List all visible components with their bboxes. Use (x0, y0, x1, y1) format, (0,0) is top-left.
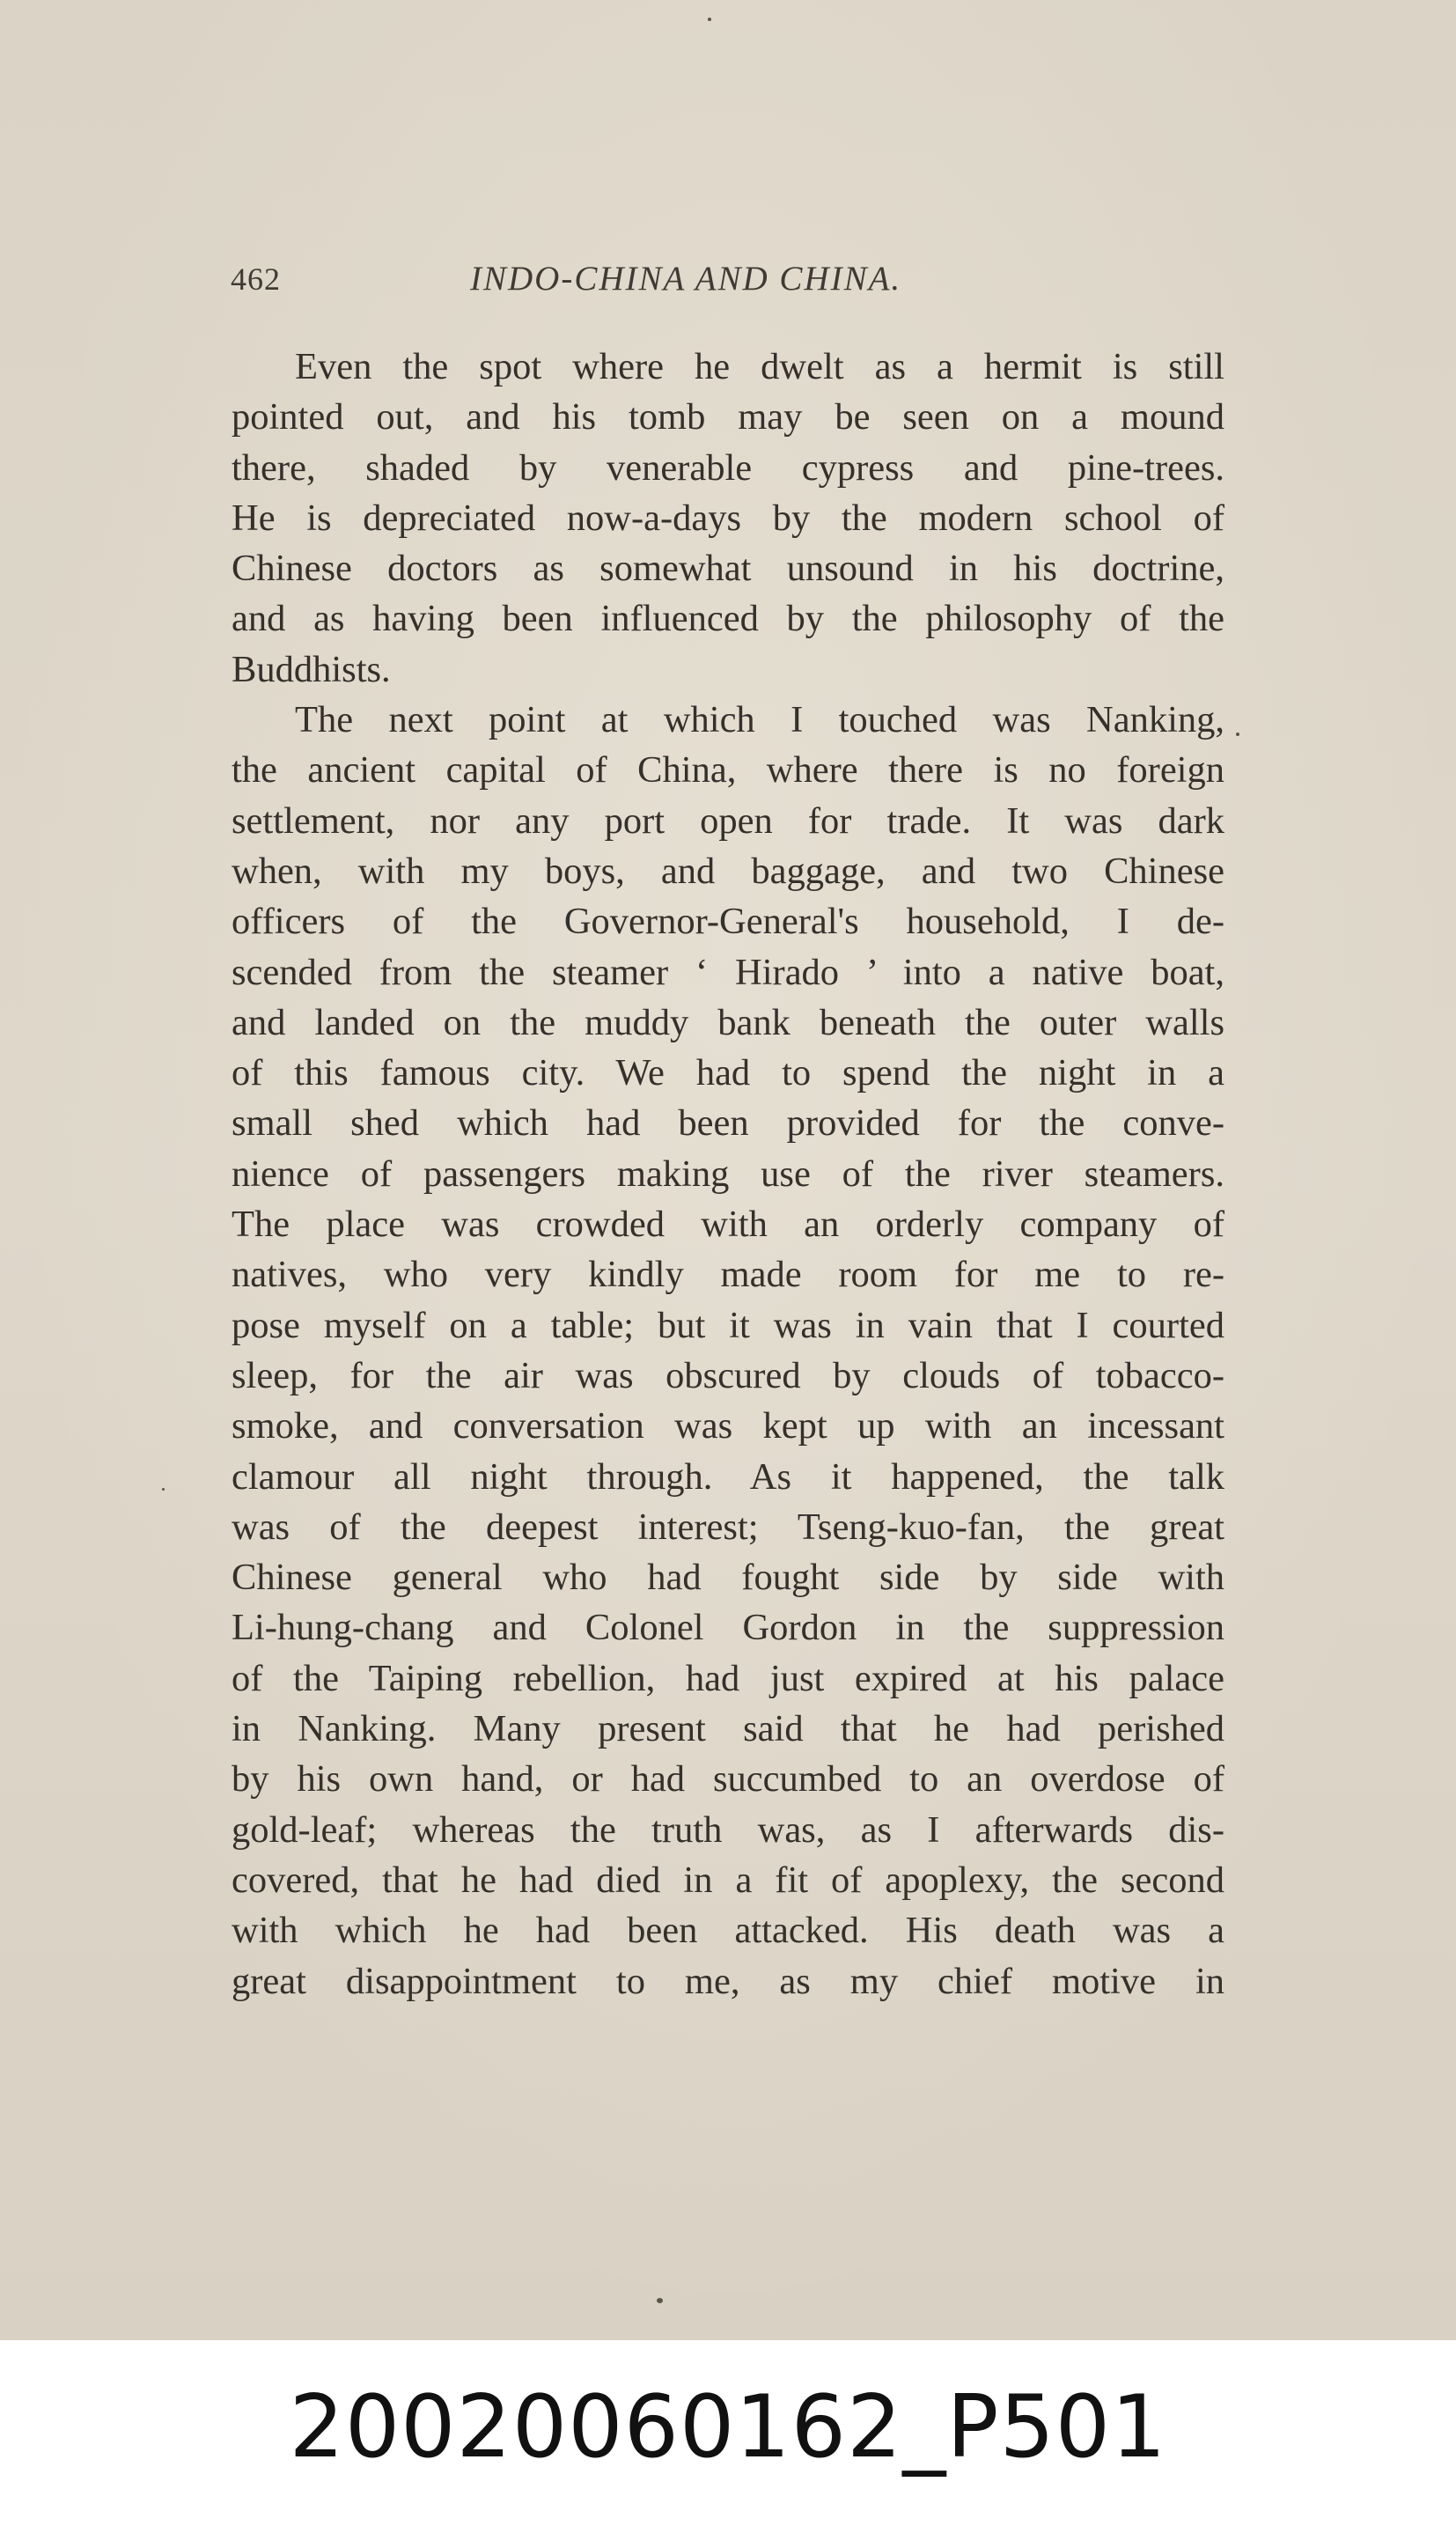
text-line: He is depreciated now-a-days by the modern school of (232, 497, 1224, 539)
running-head-title: INDO-CHINA AND CHINA. (470, 260, 902, 298)
text-line: nience of passengers making use of the river steamers. (232, 1152, 1224, 1195)
text-line: smoke, and conversation was kept up with an incessant (232, 1405, 1224, 1447)
text-line: officers of the Governor-General's household, I de- (232, 901, 1224, 943)
text-line: Chinese doctors as somewhat unsound in his doctrine, (232, 548, 1224, 590)
running-head (231, 261, 1225, 310)
text-line: Li-hung-chang and Colonel Gordon in the suppression (232, 1607, 1224, 1649)
text-line: clamour all night through. As it happened, the talk (232, 1455, 1224, 1498)
text-line: and landed on the muddy bank beneath the outer walls (232, 1001, 1224, 1043)
text-line: of the Taiping rebellion, had just expired at his palace (232, 1657, 1224, 1699)
text-line: pointed out, and his tomb may be seen on a mound (232, 396, 1224, 438)
text-line: in Nanking. Many present said that he had perished (232, 1708, 1224, 1750)
image-id-caption: 20020060162_P501 (289, 2377, 1167, 2478)
text-line: covered, that he had died in a fit of apoplexy, the second (232, 1859, 1224, 1901)
text-line: small shed which had been provided for the conve- (232, 1102, 1224, 1145)
text-line: Even the spot where he dwelt as a hermit is still (295, 346, 1224, 387)
text-line: gold-leaf; whereas the truth was, as I afterwards dis- (232, 1808, 1224, 1851)
text-line: The place was crowded with an orderly company of (232, 1204, 1224, 1246)
text-line: of this famous city. We had to spend the night in a (232, 1052, 1224, 1094)
text-line: by his own hand, or had succumbed to an overdose of (232, 1758, 1224, 1801)
text-line: sleep, for the air was obscured by clouds of tobacco- (232, 1354, 1224, 1396)
text-line: great disappointment to me, as my chief motive in (232, 1960, 1224, 2002)
paper-speck (708, 18, 711, 21)
text-line: was of the deepest interest; Tseng-kuo-fan, the great (232, 1506, 1224, 1548)
text-line: pose myself on a table; but it was in vain that I courted (232, 1304, 1224, 1346)
text-line: the ancient capital of China, where there is no foreign (232, 749, 1224, 792)
text-line: with which he had been attacked. His death was a (232, 1910, 1224, 1952)
text-line: and as having been influenced by the philosophy of the (232, 598, 1224, 640)
text-line: The next point at which I touched was Nanking, (295, 699, 1224, 741)
text-line: settlement, nor any port open for trade. It was dark (232, 799, 1224, 842)
text-line: Buddhists. (232, 648, 391, 690)
body-text (232, 342, 1224, 2007)
paper-speck (657, 2298, 663, 2303)
text-line: there, shaded by venerable cypress and pine-trees. (232, 446, 1224, 489)
paper-speck (162, 1488, 165, 1491)
text-line: scended from the steamer ‘ Hirado ’ into a native boat, (232, 951, 1224, 993)
page-number: 462 (231, 261, 281, 297)
text-line: natives, who very kindly made room for me to re- (232, 1254, 1224, 1296)
paper-speck (1236, 733, 1239, 736)
text-line: when, with my boys, and baggage, and two Chinese (232, 850, 1224, 892)
text-line: Chinese general who had fought side by side with (232, 1557, 1224, 1599)
